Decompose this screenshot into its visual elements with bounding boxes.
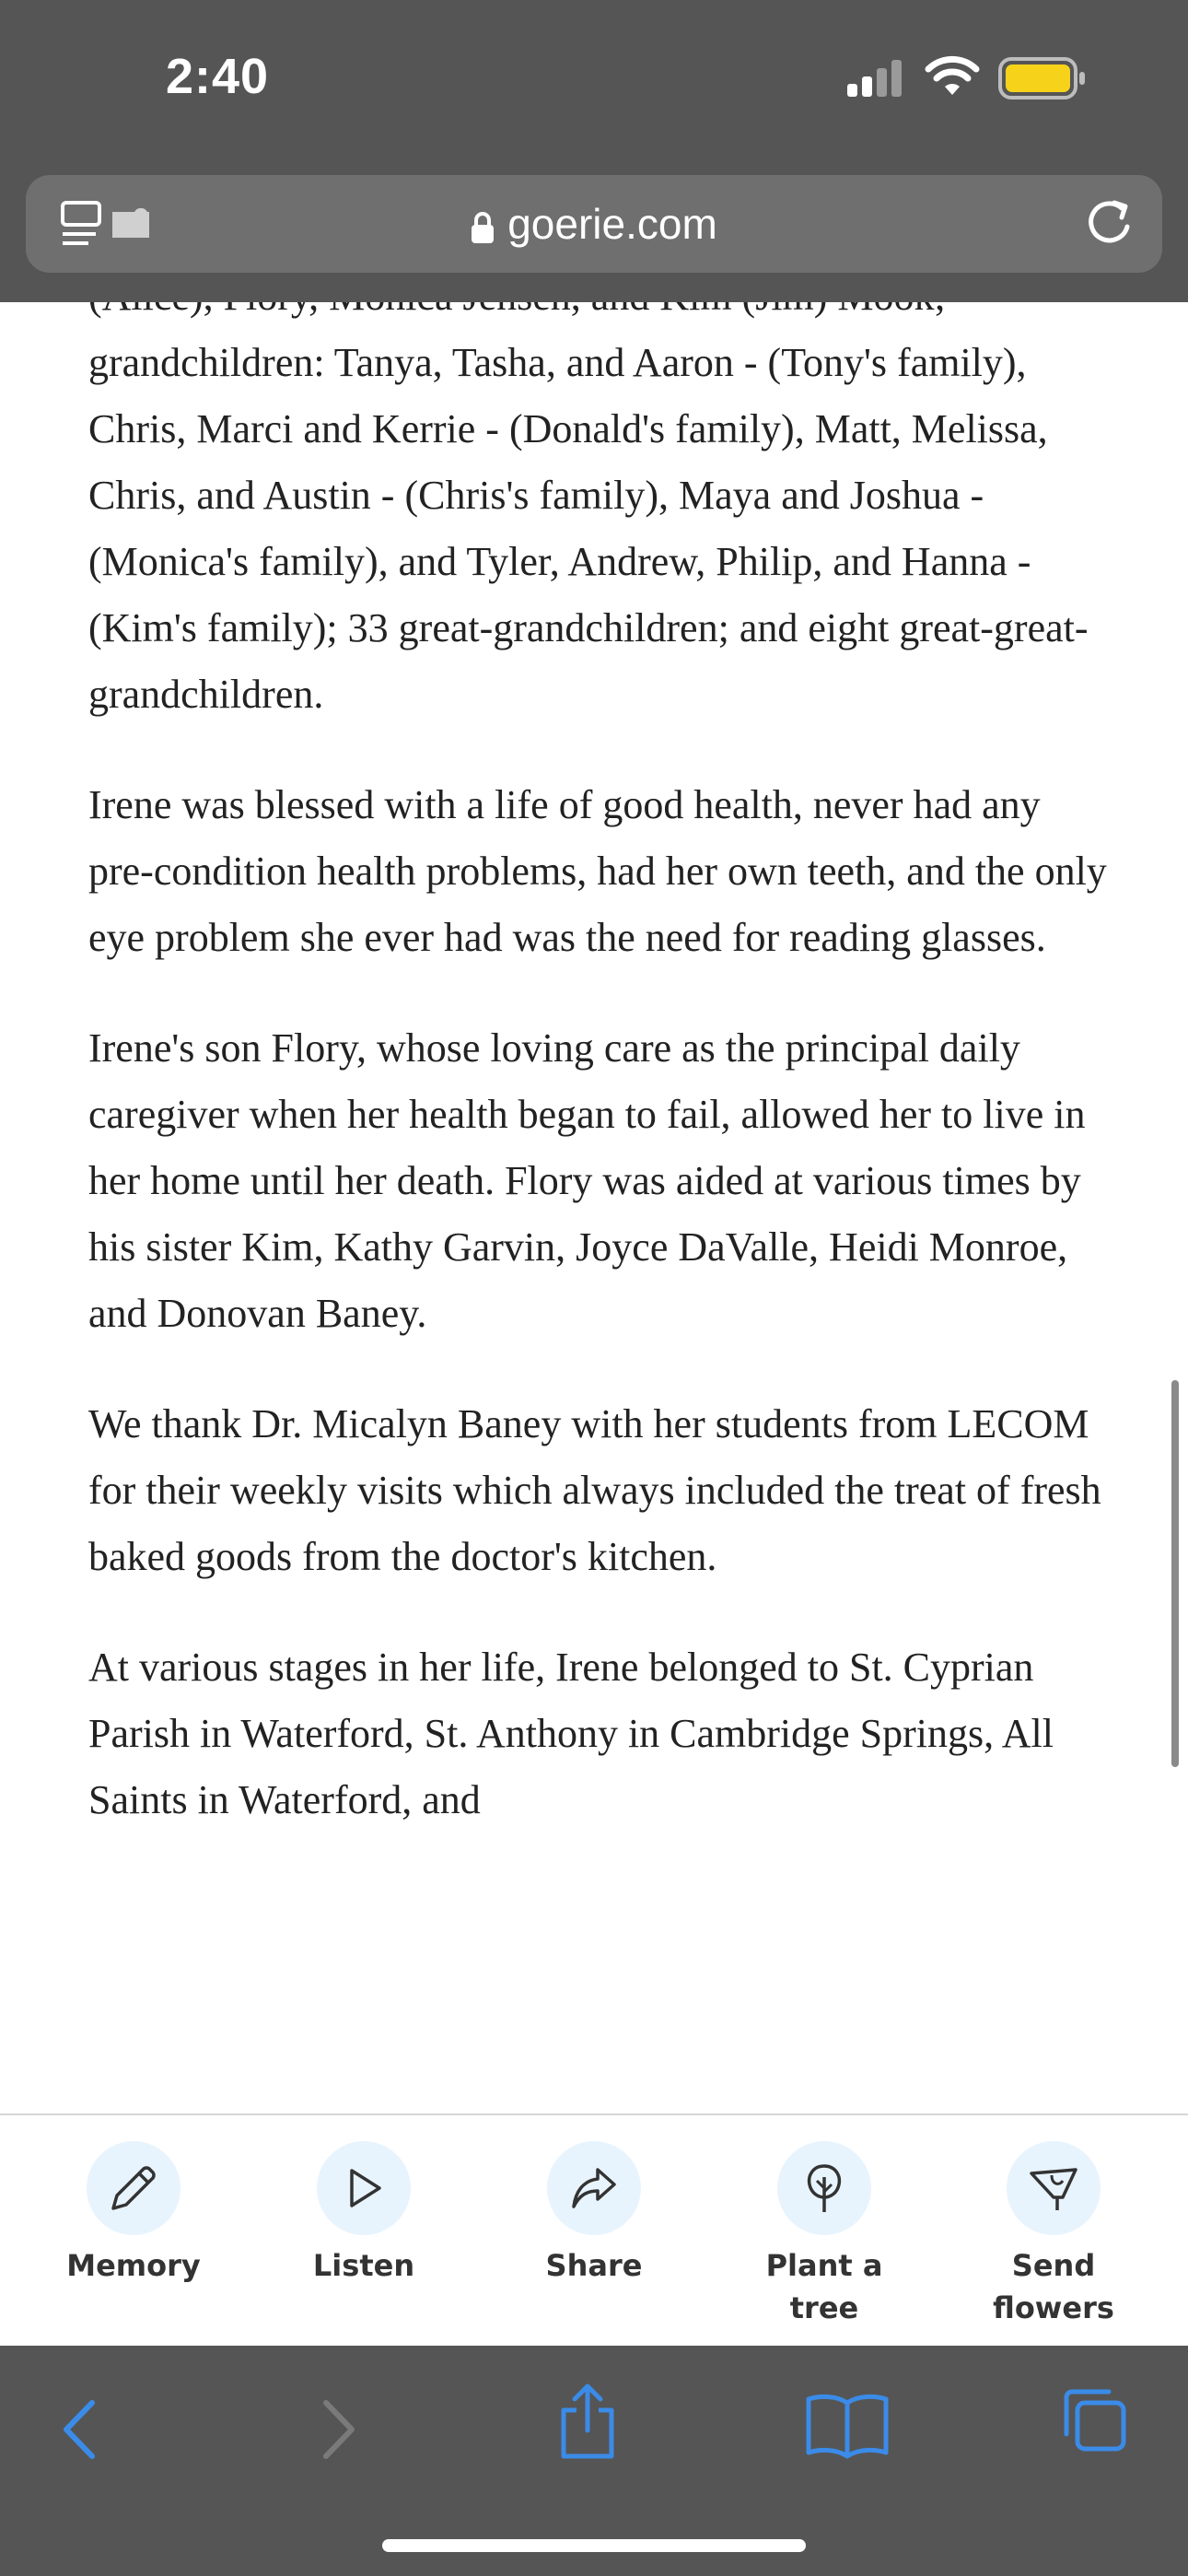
home-indicator[interactable]	[382, 2539, 806, 2552]
share-arrow-icon	[566, 2160, 622, 2216]
plant-tree-button[interactable]	[741, 2141, 907, 2329]
address-bar[interactable]	[26, 175, 1162, 273]
share-label: Share	[545, 2248, 643, 2283]
lock-icon	[471, 211, 495, 244]
plant-tree-label: Plant a tree	[765, 2248, 883, 2325]
wifi-icon	[925, 58, 980, 99]
reload-icon[interactable]	[1081, 195, 1136, 251]
battery-icon	[998, 56, 1087, 100]
plant-tree-icon-circle	[777, 2141, 871, 2235]
page-content[interactable]	[0, 302, 1188, 2113]
obituary-article	[88, 263, 1111, 1878]
share-icon[interactable]	[554, 2383, 621, 2462]
memory-icon-circle	[87, 2141, 181, 2235]
status-icons	[845, 55, 1087, 101]
listen-icon-circle	[317, 2141, 411, 2235]
memory-button[interactable]	[51, 2141, 216, 2287]
cellular-signal-icon	[845, 60, 906, 97]
pencil-icon	[106, 2160, 161, 2216]
tabs-icon[interactable]	[1059, 2384, 1129, 2454]
address-domain	[26, 199, 1162, 249]
flowers-icon	[1026, 2160, 1081, 2216]
play-icon	[341, 2165, 387, 2211]
listen-label: Listen	[312, 2248, 415, 2283]
bookmarks-icon[interactable]	[803, 2390, 891, 2460]
article-paragraph: grandchildren: Tanya, Tasha, and Aaron - (Tony's family), Chris, Marci and Kerrie - (Donald's family), Matt, Melissa, Chris, and Austin - (Chris's family), Maya and Joshua - (Monica's family), and Tyler, Andrew, Philip, and Hanna - (Kim's family); 33 great-grandchildren; and eight great-great-grandchildren.	[88, 340, 1089, 717]
article-paragraph: We thank Dr. Micalyn Baney with her students from LECOM for their weekly visits which always included the treat of fresh baked goods from the doctor's kitchen.	[88, 1401, 1101, 1579]
browser-top-chrome	[0, 0, 1188, 302]
memory-label: Memory	[66, 2248, 201, 2283]
article-paragraph: At various stages in her life, Irene belonged to St. Cyprian Parish in Waterford, St. Anthony in Cambridge Springs, All Saints in Waterford, and	[88, 1645, 1054, 1822]
send-flowers-icon-circle	[1007, 2141, 1101, 2235]
forward-icon[interactable]	[315, 2397, 361, 2462]
share-button[interactable]	[511, 2141, 677, 2287]
status-time: 2:40	[166, 49, 270, 104]
scroll-indicator[interactable]	[1171, 1380, 1179, 1767]
tree-icon	[797, 2160, 852, 2216]
share-icon-circle	[547, 2141, 641, 2235]
send-flowers-button[interactable]	[971, 2141, 1136, 2329]
article-paragraph: Irene was blessed with a life of good health, never had any pre-condition health problems, had her own teeth, and the only eye problem she ever had was the need for reading glasses.	[88, 782, 1107, 960]
listen-button[interactable]	[281, 2141, 447, 2287]
domain-text: goerie.com	[507, 200, 717, 248]
send-flowers-label: Send flowers	[993, 2248, 1114, 2325]
back-icon[interactable]	[57, 2397, 103, 2462]
article-paragraph: Irene's son Flory, whose loving care as the principal daily caregiver when her health began to fail, allowed her to live in her home until her death. Flory was aided at various times by his sister Kim, Kathy Garvin, Joyce DaValle, Heidi Monroe, and Donovan Baney.	[88, 1025, 1086, 1336]
obituary-action-bar	[0, 2113, 1188, 2348]
